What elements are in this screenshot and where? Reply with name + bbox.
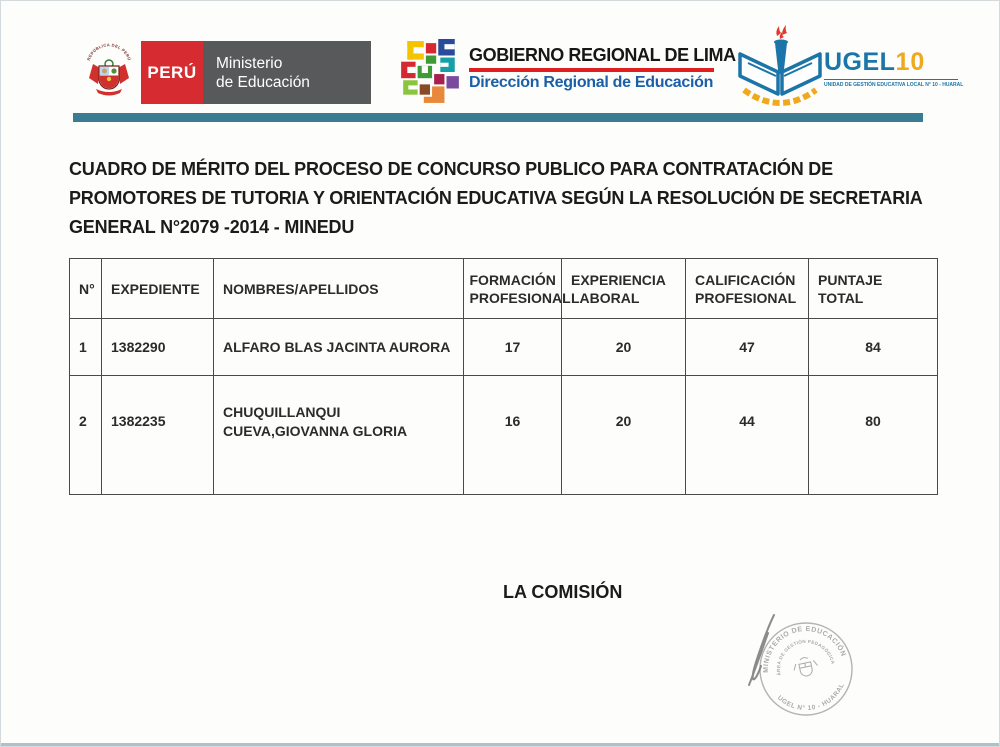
ribbon-icon [96, 89, 122, 96]
official-stamp [743, 609, 873, 746]
cell-expediente: 1382290 [102, 319, 214, 376]
cell-formacion: 17 [464, 319, 562, 376]
title-line-3: GENERAL N°2079 -2014 - MINEDU [69, 217, 355, 237]
cell-calificacion: 44 [686, 376, 809, 495]
table-row [70, 319, 938, 376]
stamp-middle-text: ÁREA DE GESTIÓN PEDAGÓGICA [775, 638, 836, 677]
cell-nombres: ALFARO BLAS JACINTA AURORA [214, 319, 464, 376]
gobierno-mosaic-icon [399, 39, 461, 110]
column-header-puntaje: PUNTAJE TOTAL [809, 259, 938, 319]
peru-label: PERÚ [147, 62, 197, 82]
stamp-top-text: MINISTERIO DE EDUCACIÓN [762, 625, 847, 673]
stamp-bottom-text: UGEL N° 10 - HUARAL [775, 681, 847, 713]
ugel-acronym: UGEL [824, 48, 896, 76]
merit-table [69, 258, 938, 495]
cell-formacion: 16 [464, 376, 562, 495]
flag-right-icon [118, 64, 129, 84]
svg-text:REPÚBLICA DEL PERÚ [86, 43, 132, 61]
stamp-emblem-icon [792, 655, 819, 678]
gobierno-text-block [469, 45, 736, 92]
ugel-text-block [824, 48, 964, 88]
table-row [70, 376, 938, 495]
stamp-outer-circle [760, 623, 852, 715]
gobierno-subtitle: Dirección Regional de Educación [469, 73, 714, 91]
ministry-block [203, 41, 371, 104]
coat-arc-text: REPÚBLICA DEL PERÚ [85, 43, 133, 62]
document-title [69, 155, 969, 242]
column-header-n: N° [70, 259, 102, 319]
cell-nombres: CHUQUILLANQUI CUEVA,GIOVANNA GLORIA [214, 376, 464, 495]
cell-experiencia: 20 [562, 376, 686, 495]
gobierno-red-rule [469, 68, 714, 72]
cell-puntaje: 84 [809, 319, 938, 376]
column-header-calificacion: CALIFICACIÓN PROFESIONAL [686, 259, 809, 319]
ministry-line2: de Educación [216, 73, 310, 91]
peru-brand-block [141, 41, 203, 104]
ugel-number: 10 [895, 48, 926, 76]
header-divider-bar [73, 113, 923, 122]
cell-expediente: 1382235 [102, 376, 214, 495]
title-line-2: PROMOTORES DE TUTORIA Y ORIENTACIÓN EDUCATIVA SEGÚN LA RESOLUCIÓN DE SECRETARIA [69, 188, 923, 208]
ministry-line1: Ministerio [216, 54, 283, 72]
cell-n: 1 [70, 319, 102, 376]
svg-text:UGEL N° 10 - HUARAL [775, 681, 850, 719]
column-header-experiencia: EXPERIENCIA LABORAL [562, 259, 686, 319]
cell-n: 2 [70, 376, 102, 495]
cell-experiencia: 20 [562, 319, 686, 376]
title-line-1: CUADRO DE MÉRITO DEL PROCESO DE CONCURSO PUBLICO PARA CONTRATACIÓN DE [69, 159, 833, 179]
flag-left-icon [89, 64, 100, 84]
column-header-expediente: EXPEDIENTE [102, 259, 214, 319]
column-header-nombres: NOMBRES/APELLIDOS [214, 259, 464, 319]
peru-coat-of-arms-icon [84, 43, 134, 108]
cell-calificacion: 47 [686, 319, 809, 376]
gobierno-title: GOBIERNO REGIONAL DE LIMA [469, 45, 736, 65]
column-header-formacion: FORMACIÓN PROFESIONAL [464, 259, 562, 319]
table-header-row [70, 259, 938, 319]
ugel-book-torch-icon [734, 23, 826, 116]
ugel-subtitle: UNIDAD DE GESTIÓN EDUCATIVA LOCAL N° 10 - HUARAL [824, 79, 958, 88]
cell-puntaje: 80 [809, 376, 938, 495]
commission-label: LA COMISIÓN [503, 582, 623, 602]
